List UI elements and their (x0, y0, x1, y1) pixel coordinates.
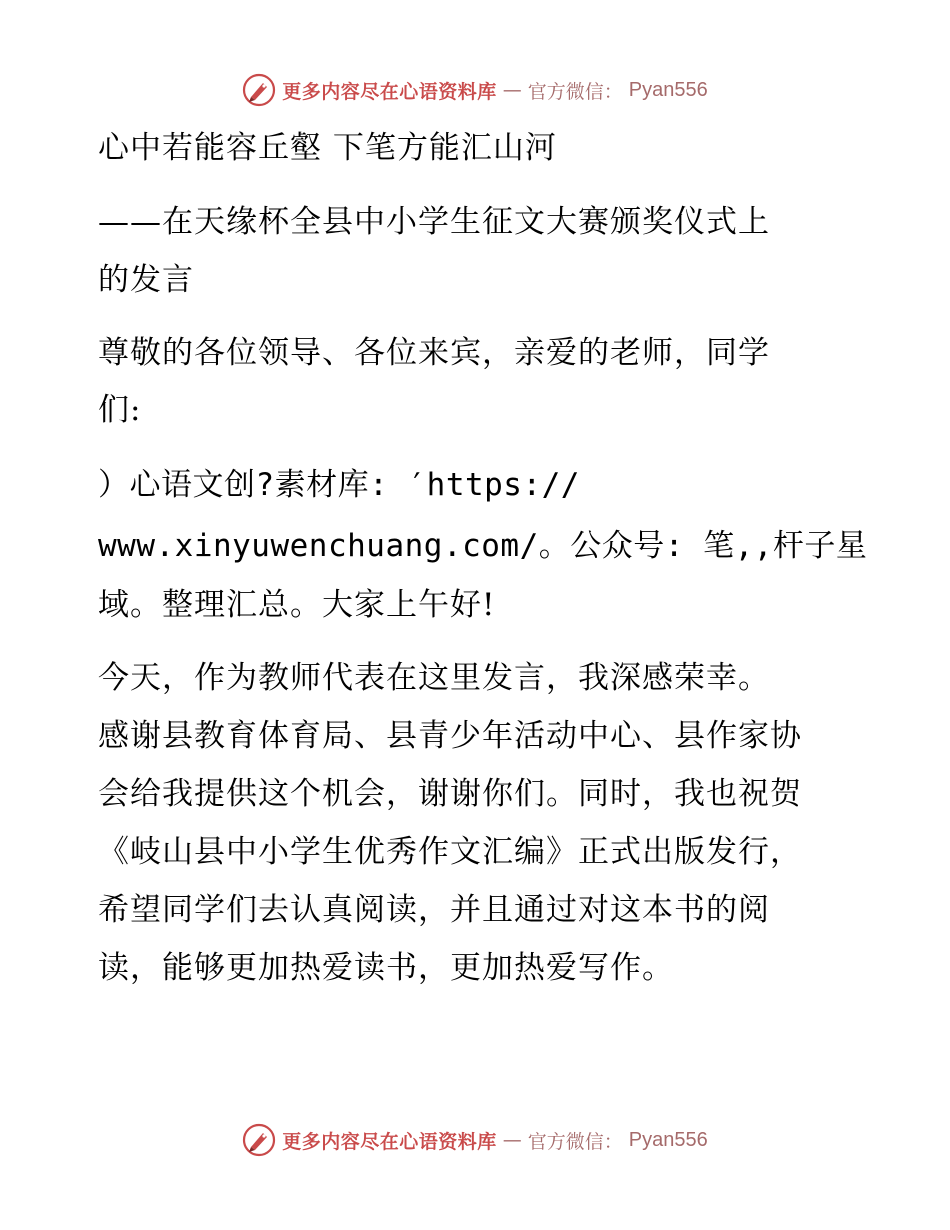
watermark-wechat-id: Pyan556 (628, 78, 708, 101)
document-subtitle-line-2: 的发言 (98, 262, 194, 298)
salutation-line-2: 们: (98, 392, 142, 428)
ad-line-3: 域。整理汇总。大家上午好! (98, 587, 496, 623)
ad-line-1: ）心语文创?素材库: ′https:// (98, 467, 580, 503)
watermark-site-text: 更多内容尽在心语资料库 (282, 80, 497, 103)
paragraph-line-4: 《岐山县中小学生优秀作文汇编》正式出版发行， (98, 834, 802, 870)
watermark-wechat-label: 官方微信： (527, 1130, 623, 1153)
watermark-site-text: 更多内容尽在心语资料库 (282, 1130, 497, 1153)
ad-line-2: www.xinyuwenchuang.com/。公众号: 笔,,杆子星 (98, 528, 868, 564)
paragraph-line-1: 今天，作为教师代表在这里发言，我深感荣幸。 (98, 660, 770, 696)
salutation-line-1: 尊敬的各位领导、各位来宾，亲爱的老师，同学 (98, 335, 770, 371)
paragraph-line-5: 希望同学们去认真阅读，并且通过对这本书的阅 (98, 892, 770, 928)
document-title: 心中若能容丘壑 下笔方能汇山河 (98, 130, 557, 166)
paragraph-line-3: 会给我提供这个机会，谢谢你们。同时，我也祝贺 (98, 776, 802, 812)
footer-watermark-banner (0, 1120, 950, 1160)
paragraph-line-2: 感谢县教育体育局、县青少年活动中心、县作家协 (98, 718, 802, 754)
document-subtitle-line-1: ——在天缘杯全县中小学生征文大赛颁奖仪式上 (98, 204, 770, 240)
pen-logo-icon (242, 1123, 276, 1157)
pen-logo-icon (242, 73, 276, 107)
watermark-dash: — (502, 79, 522, 101)
watermark-dash: — (502, 1129, 522, 1151)
header-watermark-banner (0, 70, 950, 110)
watermark-wechat-id: Pyan556 (628, 1128, 708, 1151)
watermark-wechat-label: 官方微信： (527, 80, 623, 103)
paragraph-line-6: 读，能够更加热爱读书，更加热爱写作。 (98, 950, 674, 986)
